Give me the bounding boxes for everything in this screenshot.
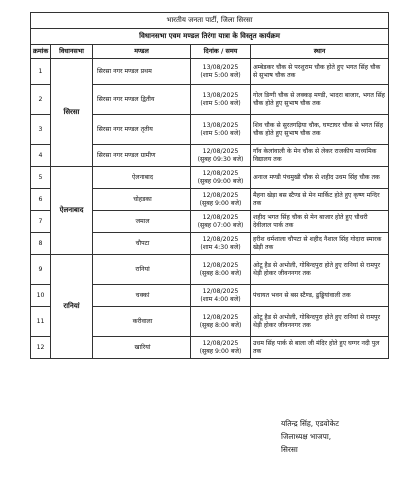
date-text: 12/08/2025 bbox=[202, 340, 239, 348]
mandal-cell: चोहडका bbox=[93, 189, 191, 211]
place-cell: गाँव केलांवाली के मेन चौक से लेकर राजकीय माध्यमिक विद्यालय तक bbox=[251, 145, 389, 167]
signatory-designation: जिलाध्यक्ष भाजपा, bbox=[281, 432, 332, 441]
time-text: (सुबह 09:30 बजे) bbox=[197, 155, 244, 163]
place-cell: ओटू हैड से अभोली, गोबिन्दपुरा होते हुए रानियां से रामपुर थेड़ी होकर जीवननगर तक bbox=[251, 255, 389, 285]
table-row bbox=[31, 167, 389, 189]
date-text: 12/08/2025 bbox=[202, 236, 239, 244]
serial-cell: 1 bbox=[31, 59, 51, 85]
serial-cell: 2 bbox=[31, 85, 51, 115]
date-time-cell bbox=[191, 307, 251, 337]
date-time-cell bbox=[191, 255, 251, 285]
time-text: (शाम 5:00 बजे) bbox=[200, 129, 241, 137]
program-title: विधानसभा एवम मण्डल तिरंगा यात्रा के विस्तृत कार्यक्रम bbox=[31, 29, 389, 45]
date-text: 13/08/2025 bbox=[202, 122, 239, 130]
serial-cell: 3 bbox=[31, 115, 51, 145]
date-text: 13/08/2025 bbox=[202, 64, 239, 72]
col-serial-header: क्रमांक bbox=[31, 45, 51, 59]
col-place-header: स्थान bbox=[251, 45, 389, 59]
assembly-cell: सिरसा bbox=[51, 59, 93, 167]
col-mandal-header: मण्डल bbox=[93, 45, 191, 59]
place-cell: अनाज मण्डी पंचमुखी चौक से शहीद उधम सिंह चौक तक bbox=[251, 167, 389, 189]
assembly-cell: रानियां bbox=[51, 255, 93, 359]
time-text: (सुबह 07:00 बजे) bbox=[197, 221, 244, 229]
date-time-cell bbox=[191, 85, 251, 115]
mandal-cell: सिरसा नगर मण्डल ग्रामीण bbox=[93, 145, 191, 167]
mandal-cell: रानियां bbox=[93, 255, 191, 285]
date-text: 12/08/2025 bbox=[202, 314, 239, 322]
date-text: 12/08/2025 bbox=[202, 214, 239, 222]
serial-cell: 8 bbox=[31, 233, 51, 255]
date-time-cell bbox=[191, 337, 251, 359]
time-text: (शाम 4:30 बजे) bbox=[200, 243, 241, 251]
time-text: (सुबह 8:00 बजे) bbox=[199, 321, 242, 329]
place-cell: पंचायत भवन से बस स्टैण्ड, ढुड्डियांवाली तक bbox=[251, 285, 389, 307]
time-text: (सुबह 9:00 बजे) bbox=[199, 199, 242, 207]
date-text: 12/08/2025 bbox=[202, 170, 239, 178]
mandal-cell: चौपटा bbox=[93, 233, 191, 255]
date-text: 12/08/2025 bbox=[202, 262, 239, 270]
serial-cell: 7 bbox=[31, 211, 51, 233]
date-time-cell bbox=[191, 59, 251, 85]
time-text: (सुबह 8:00 बजे) bbox=[199, 269, 242, 277]
place-cell: अम्बेडकर चौक से परशुराम चौक होते हुए भगत सिंह चौक से सुभाष चौक तक bbox=[251, 59, 389, 85]
mandal-cell: सिरसा नगर मण्डल तृतीय bbox=[93, 115, 191, 145]
serial-cell: 9 bbox=[31, 255, 51, 285]
date-time-cell bbox=[191, 211, 251, 233]
place-cell: उधम सिंह पार्क से बाला जी मंदिर होते हुए घग्गर नदी पुल तक bbox=[251, 337, 389, 359]
time-text: (शाम 5:00 बजे) bbox=[200, 71, 241, 79]
signatory-district: सिरसा bbox=[281, 445, 298, 454]
col-assembly-header: विधानसभा bbox=[51, 45, 93, 59]
date-text: 12/08/2025 bbox=[202, 192, 239, 200]
table-row bbox=[31, 255, 389, 285]
place-cell: शिव चौक से सुरतगढ़िया चौक, घण्टाघर चौक से भगत सिंह चौक होते हुए सुभाष चौक तक bbox=[251, 115, 389, 145]
col-datetime-header: दिनांक / समय bbox=[191, 45, 251, 59]
mandal-cell: चक्कां bbox=[93, 285, 191, 307]
date-text: 12/08/2025 bbox=[202, 148, 239, 156]
serial-cell: 12 bbox=[31, 337, 51, 359]
program-schedule-table bbox=[30, 12, 389, 359]
place-cell: मैहना खेड़ा बस स्टैण्ड से मेन मार्किट होते हुए कृष्ण मन्दिर तक bbox=[251, 189, 389, 211]
party-line: भारतीय जनता पार्टी, जिला सिरसा bbox=[31, 13, 389, 29]
mandal-cell: खारियां bbox=[93, 337, 191, 359]
signature-block bbox=[281, 417, 339, 456]
time-text: (शाम 4:00 बजे) bbox=[200, 295, 241, 303]
program-title-row bbox=[31, 29, 389, 45]
serial-cell: 10 bbox=[31, 285, 51, 307]
date-text: 13/08/2025 bbox=[202, 92, 239, 100]
time-text: (सुबह 09:00 बजे) bbox=[197, 177, 244, 185]
party-line-row bbox=[31, 13, 389, 29]
serial-cell: 11 bbox=[31, 307, 51, 337]
mandal-cell: ऐलनाबाद bbox=[93, 167, 191, 189]
serial-cell: 4 bbox=[31, 145, 51, 167]
place-cell: शहीद भगत सिंह चौक से मेन बाजार होते हुए चौधरी देवीलाल पार्क तक bbox=[251, 211, 389, 233]
place-cell: गोल डिग्गी चौक से लक्कड़ मण्डी, भादरा बाजार, भगत सिंह चौक होते हुए सुभाष चौक तक bbox=[251, 85, 389, 115]
date-time-cell bbox=[191, 115, 251, 145]
place-cell: ओटू हैड से अभोली, गोबिन्दपुरा होते हुए रानियां से रामपुर थेड़ी होकर जीवननगर तक bbox=[251, 307, 389, 337]
mandal-cell: करीवाला bbox=[93, 307, 191, 337]
signatory-name: यतिन्द्र सिंह, एडवोकेट bbox=[281, 419, 339, 428]
column-header-row bbox=[31, 45, 389, 59]
date-time-cell bbox=[191, 233, 251, 255]
date-time-cell bbox=[191, 285, 251, 307]
date-time-cell bbox=[191, 167, 251, 189]
serial-cell: 5 bbox=[31, 167, 51, 189]
mandal-cell: जमाल bbox=[93, 211, 191, 233]
table-row bbox=[31, 59, 389, 85]
assembly-cell: ऐलनाबाद bbox=[51, 167, 93, 255]
mandal-cell: सिरसा नगर मण्डल प्रथम bbox=[93, 59, 191, 85]
serial-cell: 6 bbox=[31, 189, 51, 211]
date-text: 12/08/2025 bbox=[202, 288, 239, 296]
time-text: (सुबह 9:00 बजे) bbox=[199, 347, 242, 355]
mandal-cell: सिरसा नगर मण्डल द्वितीय bbox=[93, 85, 191, 115]
date-time-cell bbox=[191, 189, 251, 211]
place-cell: हरीश धर्मशाला चौपटा से शहीद नैशाल सिंह गोदारा स्मारक खेड़ी तक bbox=[251, 233, 389, 255]
date-time-cell bbox=[191, 145, 251, 167]
time-text: (शाम 5:00 बजे) bbox=[200, 99, 241, 107]
